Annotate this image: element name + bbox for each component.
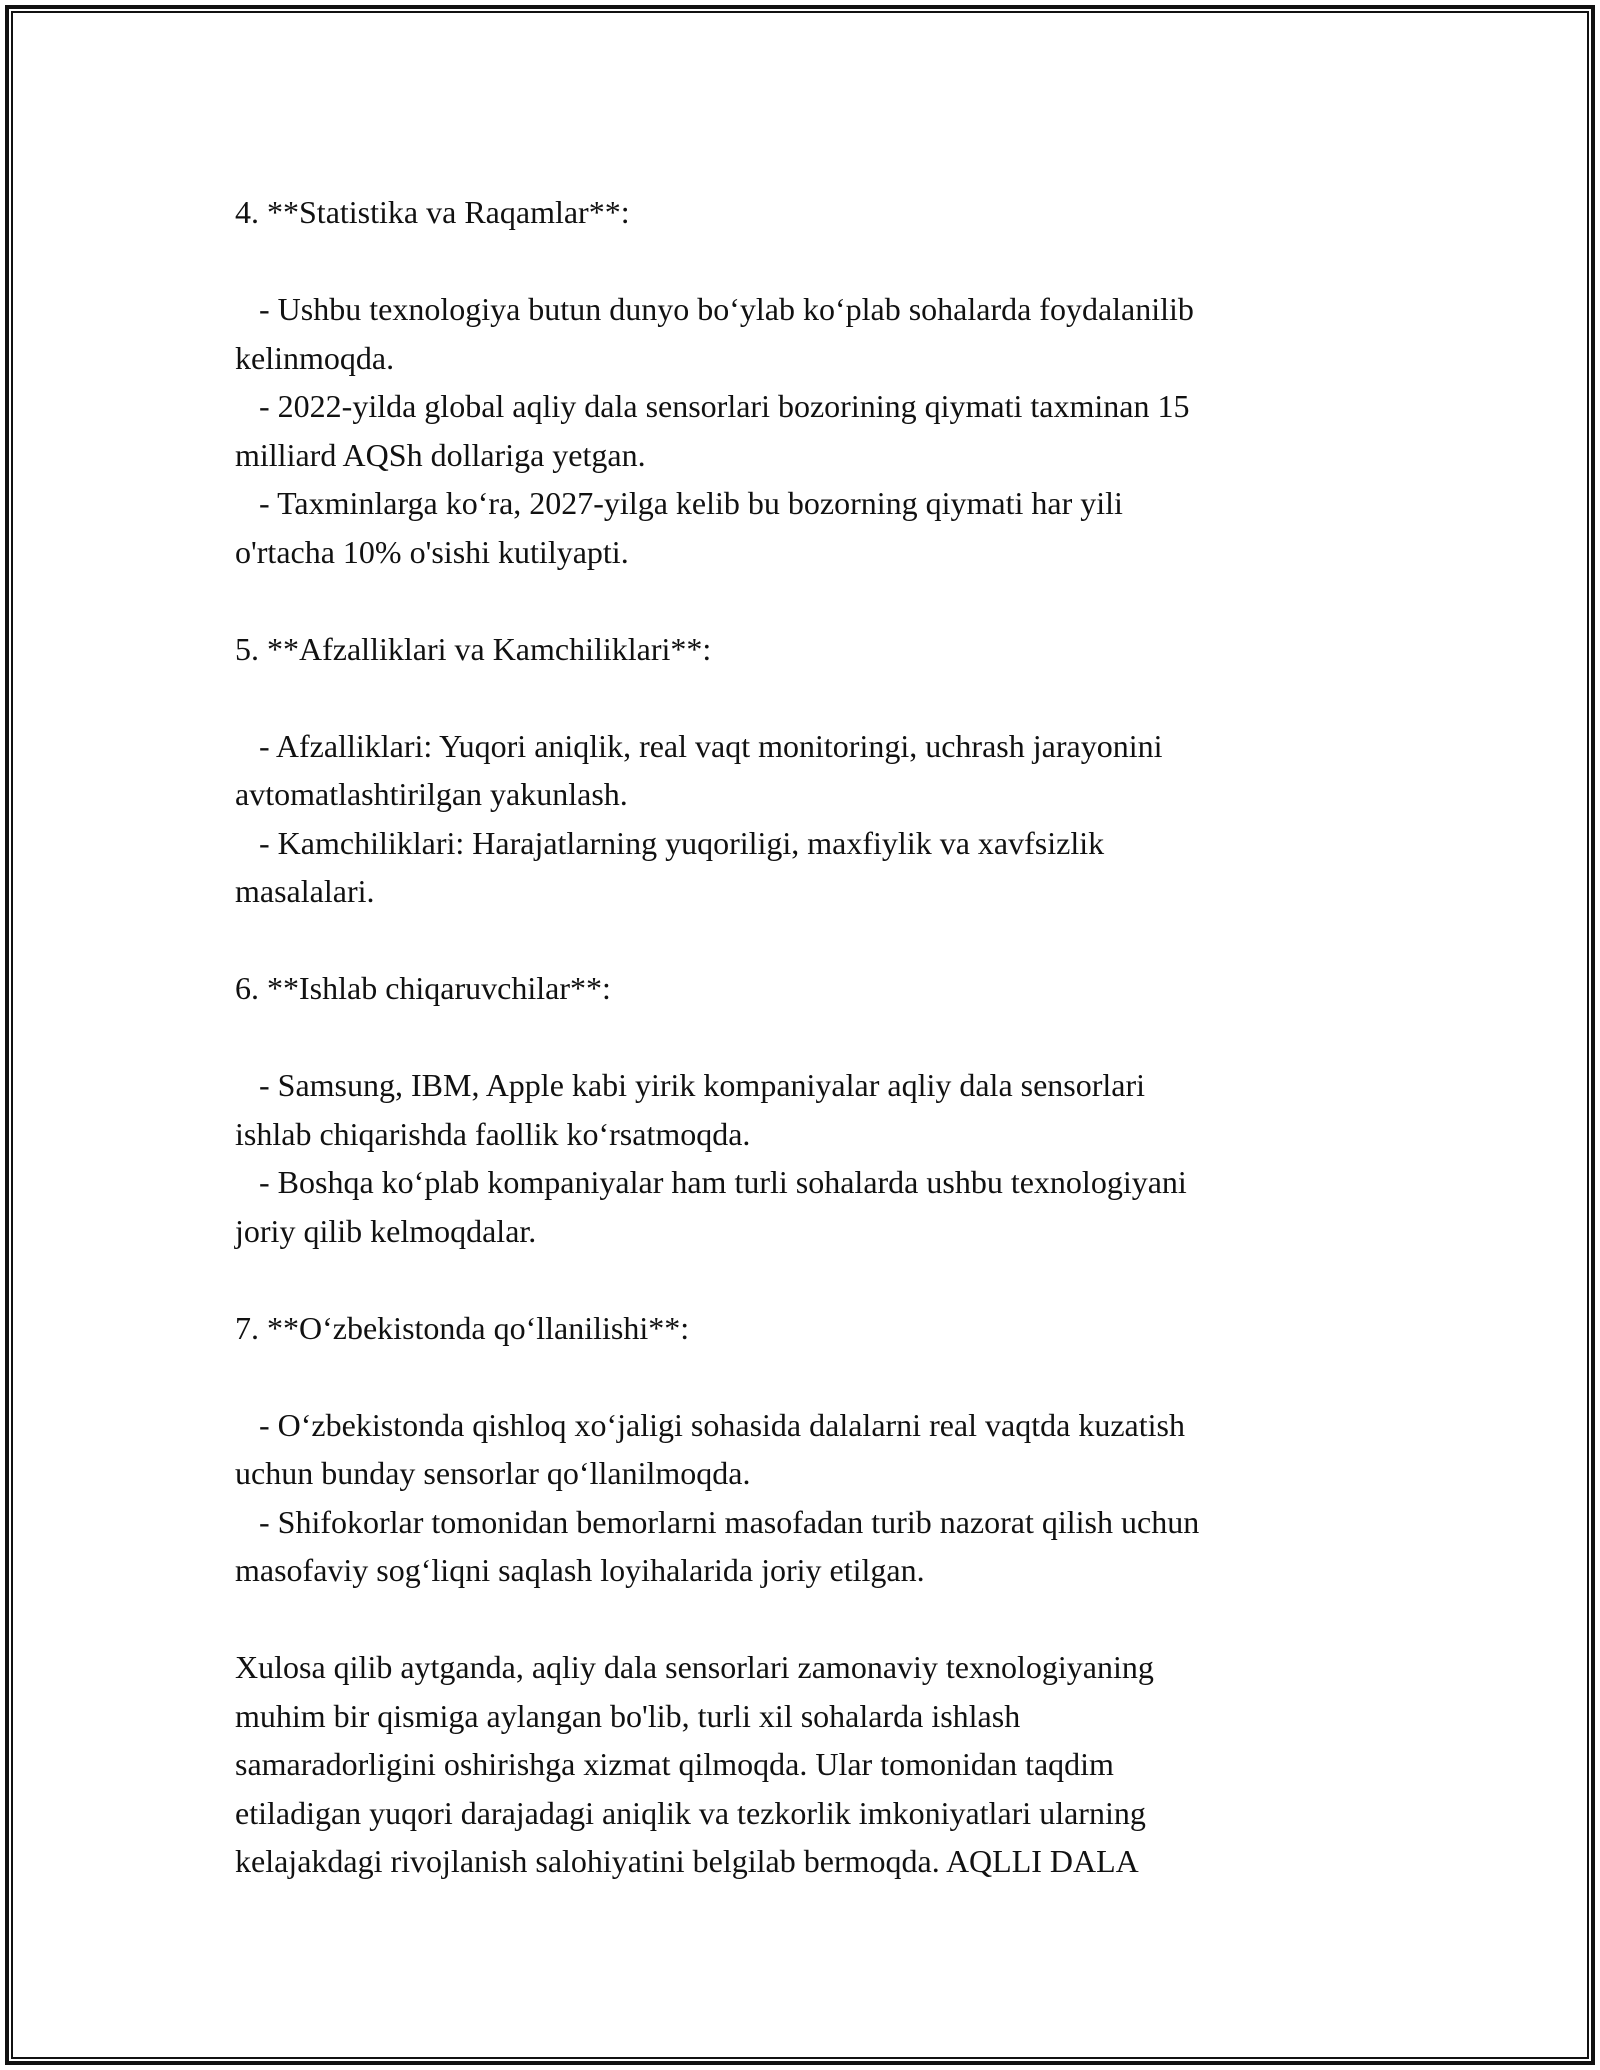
blank-line [235,576,1385,625]
body-line: milliard AQSh dollariga yetgan. [235,436,646,473]
blank-line [235,1595,1385,1644]
section-heading: 5. **Afzalliklari va Kamchiliklari**: [235,630,712,667]
section-uzbekistan-usage [235,1304,1385,1644]
body-line: - Kamchiliklari: Harajatlarning yuqoriligi, maxfiylik va xavfsizlik [235,824,1105,861]
blank-line [235,237,1385,286]
body-line: masofaviy sog‘liqni saqlash loyihalarida joriy etilgan. [235,1552,925,1588]
body-line: masalalari. [235,873,375,909]
conclusion-line: Xulosa qilib aytganda, aqliy dala sensorlari zamonaviy texnologiyaning [235,1649,1154,1685]
body-line: - Boshqa ko‘plab kompaniyalar ham turli sohalarda ushbu texnologiyani [235,1164,1187,1200]
conclusion-paragraph [235,1643,1385,1886]
body-line: - Taxminlarga ko‘ra, 2027-yilga kelib bu bozorning qiymati har yili [235,485,1123,521]
body-line: kelinmoqda. [235,339,395,376]
body-line: - O‘zbekistonda qishloq xo‘jaligi sohasida dalalarni real vaqtda kuzatish [235,1406,1185,1443]
body-line: - Ushbu texnologiya butun dunyo bo‘ylab ko‘plab sohalarda foydalanilib [235,291,1194,327]
section-heading: 6. **Ishlab chiqaruvchilar**: [235,970,611,1006]
section-heading: 4. **Statistika va Raqamlar**: [235,194,630,230]
body-line: uchun bunday sensorlar qo‘llanilmoqda. [235,1455,751,1491]
section-advantages [235,625,1385,965]
conclusion-line: etiladigan yuqori darajadagi aniqlik va tezkorlik imkoniyatlari ularning [235,1794,1146,1831]
blank-line [235,1255,1385,1304]
conclusion-line: kelajakdagi rivojlanish salohiyatini belgilab bermoqda. AQLLI DALA [235,1843,1139,1879]
body-line: - 2022-yilda global aqliy dala sensorlari bozorining qiymati taxminan 15 [235,388,1190,424]
blank-line [235,1013,1385,1062]
blank-line [235,673,1385,722]
body-line: o'rtacha 10% o'sishi kutilyapti. [235,533,629,570]
conclusion-line: muhim bir qismiga aylangan bo'lib, turli xil sohalarda ishlash [235,1697,1021,1734]
blank-line [235,1352,1385,1401]
body-line: joriy qilib kelmoqdalar. [235,1212,537,1249]
body-line: - Afzalliklari: Yuqori aniqlik, real vaqt monitoringi, uchrash jarayonini [235,727,1163,764]
body-line: ishlab chiqarishda faollik ko‘rsatmoqda. [235,1115,751,1152]
section-heading: 7. **O‘zbekistonda qo‘llanilishi**: [235,1309,690,1346]
body-line: - Samsung, IBM, Apple kabi yirik kompaniyalar aqliy dala sensorlari [235,1067,1146,1103]
body-line: avtomatlashtirilgan yakunlash. [235,776,628,812]
section-manufacturers [235,964,1385,1304]
conclusion-line: samaradorligini oshirishga xizmat qilmoqda. Ular tomonidan taqdim [235,1746,1114,1782]
document-body [235,188,1385,1886]
section-statistics [235,188,1385,625]
body-line: - Shifokorlar tomonidan bemorlarni masofadan turib nazorat qilish uchun [235,1503,1200,1540]
blank-line [235,916,1385,965]
